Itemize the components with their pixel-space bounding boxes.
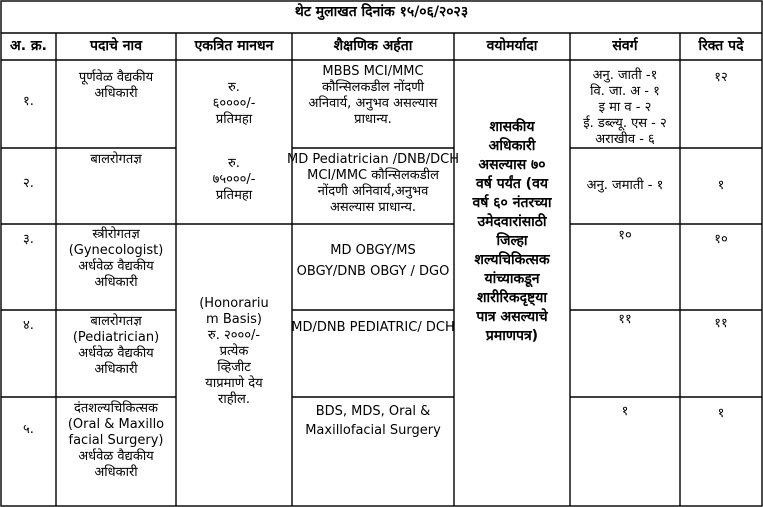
row5-serial: ५. (23, 422, 34, 437)
row1-vacancies: १२ (714, 70, 728, 85)
header-post-name: पदाचे नाव (90, 38, 142, 54)
row1-serial: १. (23, 94, 34, 109)
row3-qualification: MD OBGY/MS OBGY/DNB OBGY / DGO (296, 243, 450, 279)
header-vacancies: रिक्त पदे (698, 38, 744, 54)
row4-serial: ४. (23, 318, 34, 333)
row1-post-name: पूर्णवेळ वैद्यकीय अधिकारी (78, 70, 154, 101)
row4-qualification: MD/DNB PEDIATRIC/ DCH (291, 320, 455, 335)
row2-category: अनु. जमाती - १ (586, 178, 664, 193)
row3-post-name: स्त्रीरोगतज्ञ (Gynecologist) अर्धवेळ वैद्यकीय अधिकारी (68, 227, 164, 290)
row1-qualification: MBBS MCI/MMC कौन्सिलकडील नोंदणी अनिवार्य, अनुभव असल्यास प्राधान्य. (308, 64, 438, 127)
row4-post-name: बालरोगतज्ञ (Pediatrician) अर्धवेळ वैद्यकीय अधिकारी (72, 314, 160, 377)
header-serial: अ. क्र. (10, 38, 47, 54)
row3-serial: ३. (23, 232, 34, 247)
row4-vacancies: ११ (714, 316, 728, 331)
row5-qualification: BDS, MDS, Oral & Maxillofacial Surgery (305, 404, 441, 438)
age-limit-text: शासकीय अधिकारी असल्यास ७० वर्ष पर्यंत (वय वर्ष ६० नंतरच्या उमेदवारांसाठी जिल्हा शल्यचिकित्सक यांच्याकडून शारीरिकदृष्ट्या पात्र असल्याचे प्रमाणपत्र) (472, 119, 552, 344)
row1-category: अनु. जाती -१ वि. जा. अ - १ इ मा व - २ ई. डब्ल्यू. एस - २ अराखीव - ६ (583, 68, 667, 147)
row2-vacancies: १ (717, 178, 725, 193)
honorarium-parttime: (Honorariu m Basis) रु. २०००/- प्रत्येक व्हिजीट याप्रमाणे देय राहील. (199, 296, 269, 407)
row5-vacancies: १ (717, 406, 725, 421)
row3-vacancies: १० (714, 232, 728, 247)
header-pay: एकत्रित मानधन (194, 38, 274, 54)
row2-serial: २. (23, 176, 34, 191)
row5-post-name: दंतशल्यचिकित्सक (Oral & Maxillo facial Surgery) अर्धवेळ वैद्यकीय अधिकारी (67, 401, 165, 480)
table-title: थेट मुलाखत दिनांक १५/०६/२०२३ (294, 4, 469, 20)
row2-pay: रु. ७५०००/- प्रतिमहा (212, 156, 256, 203)
header-category: संवर्ग (612, 38, 638, 54)
row2-qualification: MD Pediatrician /DNB/DCH MCI/MMC कौन्सिलकडील नोंदणी अनिवार्य,अनुभव असल्यास प्राधान्य. (287, 152, 459, 215)
row1-pay: रु. ६००००/- प्रतिमहा (212, 80, 256, 127)
header-qualification: शैक्षणिक अर्हता (333, 38, 413, 54)
row2-post-name: बालरोगतज्ञ (90, 152, 142, 167)
row5-category: १ (621, 404, 629, 419)
row4-category: ११ (618, 312, 632, 327)
row3-category: १० (618, 228, 632, 243)
header-age-limit: वयोमर्यादा (486, 38, 538, 54)
